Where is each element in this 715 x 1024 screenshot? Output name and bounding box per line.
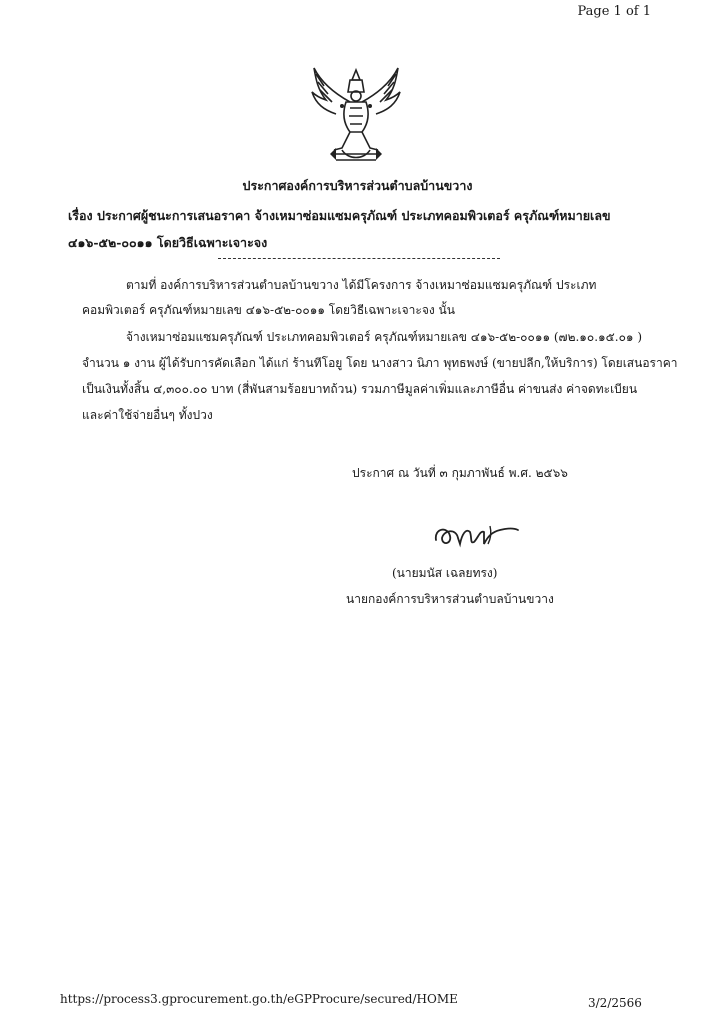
handwritten-signature xyxy=(430,514,522,554)
page-number-label: Page 1 of 1 xyxy=(577,4,651,19)
announcement-date: ประกาศ ณ วันที่ ๓ กุมภาพันธ์ พ.ศ. ๒๕๖๖ xyxy=(352,466,568,480)
footer-url: https://process3.gprocurement.go.th/eGPProcure/secured/HOME xyxy=(60,992,458,1006)
footer-date: 3/2/2566 xyxy=(588,996,642,1010)
announcement-title: ประกาศองค์การบริหารส่วนตำบลบ้านขวาง xyxy=(242,178,473,193)
garuda-emblem-icon xyxy=(302,62,410,170)
paragraph-2-line-4: และค่าใช้จ่ายอื่นๆ ทั้งปวง xyxy=(82,408,213,422)
paragraph-2-line-1: จ้างเหมาซ่อมแซมครุภัณฑ์ ประเภทคอมพิวเตอร์ ครุภัณฑ์หมายเลข ๔๑๖-๕๒-๐๐๑๑ (๗๒.๑๐.๑๕.๐๑ ) xyxy=(126,330,643,344)
paragraph-2-line-3: เป็นเงินทั้งสิ้น ๔,๓๐๐.๐๐ บาท (สี่พันสามร้อยบาทถ้วน) รวมภาษีมูลค่าเพิ่มและภาษีอื่น ค่าขนส่ง ค่าจดทะเบียน xyxy=(82,382,638,396)
paragraph-1-line-1: ตามที่ องค์การบริหารส่วนตำบลบ้านขวาง ได้มีโครงการ จ้างเหมาซ่อมแซมครุภัณฑ์ ประเภท xyxy=(126,278,597,292)
signer-name: (นายมนัส เฉลยทรง) xyxy=(392,566,498,580)
dashed-divider xyxy=(218,258,500,259)
announcement-subject: เรื่อง ประกาศผู้ชนะการเสนอราคา จ้างเหมาซ่อมแซมครุภัณฑ์ ประเภทคอมพิวเตอร์ ครุภัณฑ์หมายเลข ๔๑๖-๕๒-๐๐๑๑ โดยวิธีเฉพาะเจาะจง xyxy=(68,208,611,250)
paragraph-1-line-2: คอมพิวเตอร์ ครุภัณฑ์หมายเลข ๔๑๖-๕๒-๐๐๑๑ โดยวิธีเฉพาะเจาะจง นั้น xyxy=(82,303,455,317)
signer-position: นายกองค์การบริหารส่วนตำบลบ้านขวาง xyxy=(346,592,554,606)
paragraph-2-line-2: จำนวน ๑ งาน ผู้ได้รับการคัดเลือก ได้แก่ ร้านทีโอยู โดย นางสาว นิภา พุทธพงษ์ (ขายปลีก,ให้บริการ) โดยเสนอราคา xyxy=(82,356,678,370)
